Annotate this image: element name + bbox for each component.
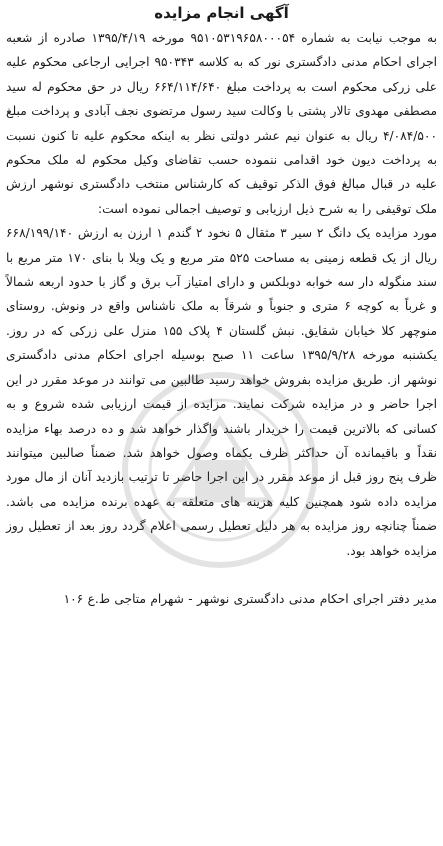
notice-signature: مدیر دفتر اجرای احکام مدنی دادگستری نوشهر - شهرام متاجی ط.ع ۱۰۶ [63,591,437,606]
paragraph-spacer [6,563,437,587]
notice-paragraph-details: مورد مزایده یک دانگ ۲ سیر ۳ مثقال ۵ نخود ۲ گندم ۱ ارزن به ارزش ۶۶۸/۱۹۹/۱۴۰ ریال از یک قطعه زمینی به مساحت ۵۲۵ متر مربع و یک ویلا با بنای ۱۷۰ متر مربع با سند منگوله دار سه خوابه دوبلکس و دارای امتیاز آب برق و گاز با حدود اربعه شمالاً و غرباً به کوچه ۶ متری و جنوباً و شرقاً به ملک ناشناس واقع در ونوش. روستای منوچهر کلا خیابان شقایق. نبش گلستان ۴ پلاک ۱۵۵ منزل علی زرکی که در روز. یکشنبه مورخه ۱۳۹۵/۹/۲۸ ساعت ۱۱ صبح بوسیله اجرای احکام مدنی دادگستری نوشهر از. طریق مزایده بفروش خواهد رسید طالبین می توانند در موعد مقرر در این اجرا حاضر و در مزایده شرکت نمایند. مزایده از قیمت ارزیابی شده شروع و به کسانی که بالاترین قیمت را خریدار باشند واگذار خواهد شد و ده درصد بهاء مزایده نقداً و باقیمانده آن حداکثر ظرف یکماه وصول خواهد شد. ضمناً صالبین میتوانند ظرف پنج روز قبل از موعد مقرر در این اجرا حاضر تا ترتیب بازدید آنان از مال مورد مزایده داده شود همچنین کلیه هزینه های متعلقه به عهده برنده مزایده می باشد. ضمناً چنانچه روز مزایده به هر دلیل تعطیل رسمی اعلام گردد روز بعد از تعطیل روز مزایده خواهد بود. [6,226,438,558]
notice-paragraph-intro: به موجب نیابت به شماره ۹۵۱۰۵۳۱۹۶۵۸۰۰۰۵۴ مورخه ۱۳۹۵/۴/۱۹ صادره از شعبه اجرای احکام مدنی دادگستری نور که به کلاسه ۹۵۰۳۴۳ اجرایی ارجاعی محکوم علیه علی زرکی محکوم است به پرداخت مبلغ ۶۶۴/۱۱۴/۶۴۰ ریال در حق محکوم له سید مصطفی مهدوی تالار پشتی با وکالت سید رسول مرتضوی نجف آبادی و پرداخت مبلغ ۴/۰۸۴/۵۰۰ ریال به عنوان نیم عشر دولتی نظر به اینکه محکوم علیه تا کنون نسبت به پرداخت دیون خود اقدامی ننموده حسب تقاضای وکیل محکوم له ملک محکوم علیه در قبال مبالغ فوق الذکر توقیف که کارشناس منتخب دادگستری نوشهر ارزش ملک توقیفی را به شرح ذیل ارزیابی و توصیف اجمالی نموده است: [6,31,438,216]
notice-title: آگهی انجام مزایده [154,4,289,22]
